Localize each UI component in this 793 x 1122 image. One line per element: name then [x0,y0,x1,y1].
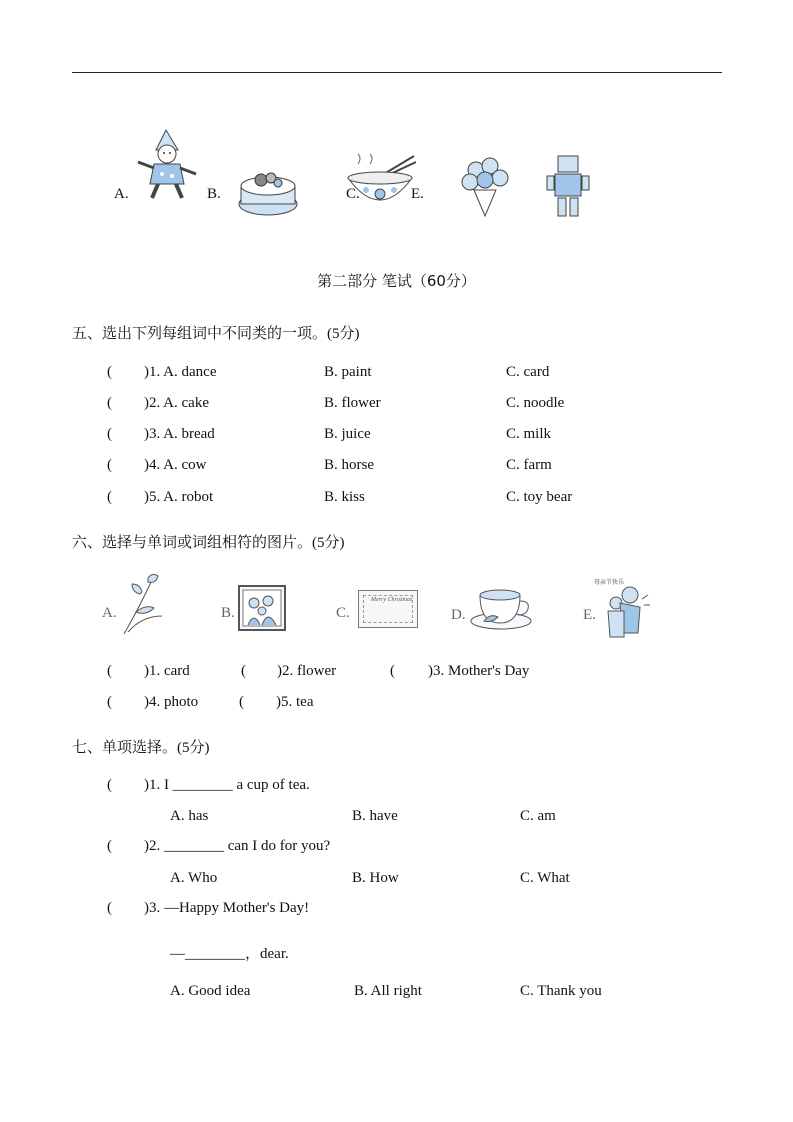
item-flower: )2. flower [277,663,337,679]
option-b: B. flower [324,395,381,411]
option-a: A. Good idea [170,983,251,999]
item-card: )1. card [144,663,190,679]
top-pic-label-a: A. [114,186,129,202]
option-c: C. Thank you [520,983,602,999]
section7-heading-text: 七、单项选择。 [72,738,178,756]
robot-icon [546,152,590,218]
option-c: C. am [520,808,556,824]
section6-heading-text: 六、选择与单词或词组相符的图片。 [72,533,313,551]
hug-greeting-text: 母亲节快乐 [594,579,625,586]
option-a: A. Who [170,870,218,886]
answer-paren[interactable]: ( [241,663,246,679]
question-reply: —________，dear. [170,946,289,962]
item-mothers-day: )3. Mother's Day [428,663,530,679]
top-pic-label-b: B. [207,186,221,202]
option-b: B. kiss [324,489,365,505]
answer-paren[interactable]: ( [107,457,112,473]
option-c: C. milk [506,426,552,442]
question-stem: )3. —Happy Mother's Day! [144,900,310,916]
answer-paren[interactable]: ( [107,838,112,854]
answer-paren[interactable]: ( [107,489,112,505]
flower-bouquet-icon [458,156,512,218]
option-c: C. farm [506,457,552,473]
section5-heading-text: 五、选出下列每组词中不同类的一项。 [72,324,328,342]
option-b: B. paint [324,364,372,380]
section7-score: (5分) [177,740,210,756]
question-stem: )2. ________ can I do for you? [144,838,331,854]
mother-hug-icon [594,577,650,639]
option-b: B. juice [324,426,371,442]
option-b: B. have [352,808,398,824]
pic-label-d: D. [451,607,466,623]
top-pic-label-c: C. [346,186,360,202]
answer-paren[interactable]: ( [239,694,244,710]
family-photo-icon [238,585,286,631]
clown-doll-icon [134,128,200,202]
top-pic-label-e: E. [411,186,424,202]
pic-label-b: B. [221,605,235,621]
item-num: )5. A. robot [144,489,214,505]
christmas-card-icon [358,590,418,628]
item-photo: )4. photo [144,694,199,710]
teacup-icon [468,585,534,631]
section6-heading [72,531,345,552]
flower-sprig-icon [118,572,166,636]
item-num: )2. A. cake [144,395,209,411]
item-tea: )5. tea [276,694,314,710]
answer-paren[interactable]: ( [107,663,112,679]
card-greeting-text: Merry Christmas [371,597,413,603]
option-c: C. card [506,364,550,380]
item-num: )1. A. dance [144,364,217,380]
option-b: B. horse [324,457,374,473]
option-a: A. has [170,808,209,824]
answer-paren[interactable]: ( [107,364,112,380]
answer-paren[interactable]: ( [390,663,395,679]
section5-heading [72,322,360,343]
cake-icon [237,164,299,218]
pic-label-e: E. [583,607,596,623]
option-c: C. What [520,870,570,886]
answer-paren[interactable]: ( [107,426,112,442]
item-num: )3. A. bread [144,426,215,442]
header-rule [72,72,722,73]
section5-score: (5分) [327,326,360,342]
answer-paren[interactable]: ( [107,900,112,916]
question-stem: )1. I ________ a cup of tea. [144,777,310,793]
option-b: B. How [352,870,399,886]
section6-score: (5分) [312,535,345,551]
part-two-title: 第二部分 笔试（60分） [317,272,476,290]
answer-paren[interactable]: ( [107,694,112,710]
pic-label-a: A. [102,605,117,621]
noodle-bowl-icon [344,152,416,218]
item-num: )4. A. cow [144,457,207,473]
section7-heading [72,736,210,757]
option-c: C. toy bear [506,489,573,505]
option-c: C. noodle [506,395,565,411]
pic-label-c: C. [336,605,350,621]
answer-paren[interactable]: ( [107,395,112,411]
answer-paren[interactable]: ( [107,777,112,793]
option-b: B. All right [354,983,422,999]
